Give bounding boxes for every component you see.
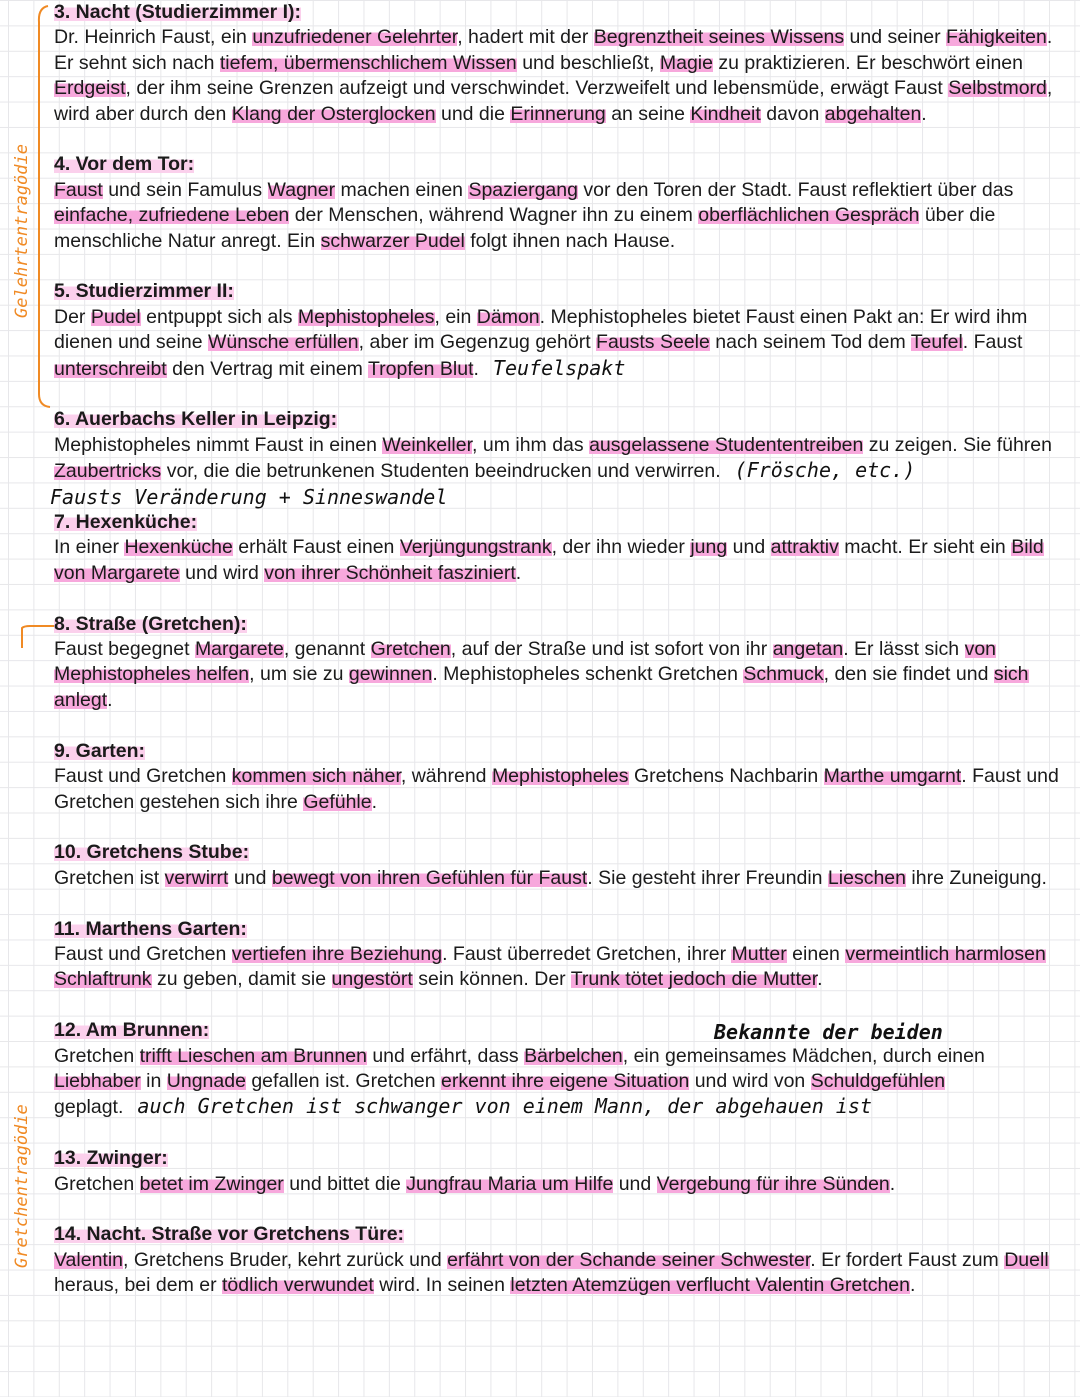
body-text: . bbox=[817, 968, 823, 991]
body-text: . Faust und Gretchen gestehen sich ihre bbox=[54, 765, 1059, 813]
body-text: , aber im Gegenzug gehört bbox=[358, 331, 597, 354]
body-text: , um ihm das bbox=[472, 433, 590, 456]
body-text: . bbox=[371, 790, 378, 813]
highlighted-text: Margarete bbox=[194, 638, 284, 661]
scene-section bbox=[54, 840, 1069, 891]
section-body bbox=[54, 178, 1069, 254]
highlighted-text: Klang der Osterglocken bbox=[231, 102, 436, 125]
body-text: machen einen bbox=[335, 178, 469, 201]
highlighted-text: Weinkeller bbox=[382, 433, 473, 456]
body-text: und die bbox=[435, 102, 511, 125]
body-text: . Faust überredet Gretchen, ihrer bbox=[442, 942, 732, 965]
handwritten-teufelspakt: Teufelspakt bbox=[492, 355, 626, 380]
body-text: , ein bbox=[434, 305, 477, 328]
gretchentragoedie-label: Gretchentragödie bbox=[12, 1104, 32, 1268]
highlighted-text: tiefem, übermenschlichem Wissen bbox=[219, 51, 517, 74]
highlighted-text: Zaubertricks bbox=[54, 460, 162, 483]
highlighted-text: jung bbox=[690, 536, 728, 559]
highlighted-text: Dämon bbox=[476, 305, 540, 328]
section-body bbox=[54, 866, 1069, 891]
body-text: . Sie gesteht ihrer Freundin bbox=[587, 866, 828, 889]
highlighted-text: Liebhaber bbox=[54, 1069, 141, 1092]
body-text: folgt ihnen nach Hause. bbox=[464, 229, 676, 252]
section-title: 11. Marthens Garten: bbox=[54, 917, 247, 940]
highlighted-text: betet im Zwinger bbox=[139, 1172, 284, 1195]
body-text: sein können. Der bbox=[412, 968, 571, 991]
highlighted-text: attraktiv bbox=[770, 536, 839, 559]
handwritten-veraenderung: Fausts Veränderung + Sinneswandel bbox=[50, 484, 448, 509]
highlighted-text: Pudel bbox=[90, 305, 141, 328]
highlighted-text: unzufriedener Gelehrter bbox=[252, 26, 458, 49]
highlighted-text: Bild von Margarete bbox=[54, 536, 1044, 584]
gelehrtentragoedie-label: Gelehrtentragödie bbox=[12, 144, 32, 318]
body-text: Faust und Gretchen bbox=[54, 765, 232, 788]
highlighted-text: vermeintlich harmlosen Schlaftrunk bbox=[54, 942, 1046, 991]
body-text: und wird bbox=[179, 561, 265, 584]
body-text: und erfährt, dass bbox=[366, 1044, 525, 1067]
highlighted-text: trifft Lieschen am Brunnen bbox=[139, 1044, 367, 1067]
body-text: vor den Toren der Stadt. Faust reflektiert über das bbox=[577, 178, 1014, 201]
body-text: . bbox=[515, 561, 522, 584]
scene-section bbox=[54, 152, 1069, 254]
body-text: ihre Zuneigung. bbox=[905, 866, 1047, 889]
body-text: Der bbox=[54, 305, 91, 328]
body-text: über die menschliche Natur anregt. Ein bbox=[54, 204, 996, 252]
highlighted-text: von ihrer Schönheit fasziniert bbox=[264, 561, 516, 584]
body-text: in bbox=[140, 1069, 167, 1092]
highlighted-text: Gretchen bbox=[370, 638, 451, 661]
body-text: zu zeigen. Sie führen bbox=[863, 433, 1052, 456]
body-text: gefallen ist. Gretchen bbox=[245, 1069, 442, 1092]
highlighted-text: Jungfrau Maria um Hilfe bbox=[406, 1172, 614, 1195]
section-title: 12. Am Brunnen: Bekannte der beiden bbox=[54, 1019, 943, 1045]
highlighted-text: Gefühle bbox=[303, 790, 372, 813]
highlighted-text: Wagner bbox=[267, 178, 336, 201]
scene-section bbox=[54, 0, 1069, 127]
section-body bbox=[54, 942, 1069, 993]
body-text: , Gretchens Bruder, kehrt zurück und bbox=[123, 1248, 448, 1271]
body-text: heraus, bei dem er bbox=[54, 1274, 223, 1297]
section-title: 7. Hexenküche: bbox=[54, 511, 198, 534]
section-title: 13. Zwinger: bbox=[54, 1147, 168, 1170]
section-title: 5. Studierzimmer II: bbox=[54, 280, 234, 303]
section-title: 14. Nacht. Straße vor Gretchens Türe: bbox=[54, 1223, 405, 1246]
highlighted-text: oberflächlichen Gespräch bbox=[698, 204, 920, 227]
body-text: In einer bbox=[54, 536, 125, 559]
highlighted-text: Mephistopheles bbox=[297, 305, 435, 328]
gelehrten-bracket bbox=[30, 2, 54, 412]
body-text: den Vertrag mit einem bbox=[166, 357, 368, 380]
handwritten-bekannte: Bekannte der beiden bbox=[714, 1020, 943, 1045]
highlighted-text: einfache, zufriedene Leben bbox=[54, 204, 290, 227]
scene-section bbox=[54, 510, 1069, 586]
section-body bbox=[54, 25, 1069, 127]
body-text: . bbox=[107, 688, 113, 711]
highlighted-text: Lieschen bbox=[827, 866, 906, 889]
highlighted-text: schwarzer Pudel bbox=[320, 229, 465, 252]
body-text: entpuppt sich als bbox=[140, 305, 298, 328]
body-text: . bbox=[473, 357, 479, 380]
highlighted-text: Magie bbox=[659, 51, 713, 74]
highlighted-text: Bärbelchen bbox=[524, 1044, 623, 1067]
body-text: und bbox=[228, 866, 272, 889]
section-body bbox=[54, 1044, 1069, 1121]
highlighted-text: Kindheit bbox=[690, 102, 761, 125]
body-text: nach seinem Tod dem bbox=[709, 331, 911, 354]
highlighted-text: Wünsche erfüllen bbox=[207, 331, 359, 354]
body-text: Faust begegnet bbox=[54, 638, 195, 661]
body-text: Gretchen bbox=[54, 1044, 140, 1067]
highlighted-text: sich anlegt bbox=[54, 663, 1029, 711]
body-text: , ein gemeinsames Mädchen, durch einen bbox=[622, 1044, 985, 1067]
highlighted-text: Duell bbox=[1004, 1248, 1049, 1271]
highlighted-text: Vergebung für ihre Sünden bbox=[656, 1172, 890, 1195]
highlighted-text: unterschreibt bbox=[54, 357, 167, 380]
body-text: einen bbox=[786, 942, 846, 965]
body-text: , auf der Straße und ist sofort von ihr bbox=[450, 638, 773, 661]
body-text: davon bbox=[760, 102, 825, 125]
body-text: Dr. Heinrich Faust, ein bbox=[54, 26, 253, 49]
body-text: zu geben, damit sie bbox=[151, 968, 332, 991]
body-text: , der ihn wieder bbox=[551, 536, 691, 559]
body-text: , der ihm seine Grenzen aufzeigt und verschwindet. Verzweifelt und lebensmüde, erwägt Faust bbox=[125, 77, 949, 100]
body-text: . Er fordert Faust zum bbox=[810, 1248, 1005, 1271]
highlighted-text: Mephistopheles bbox=[491, 765, 629, 788]
highlighted-text: gewinnen bbox=[348, 663, 433, 686]
highlighted-text: Trunk tötet jedoch die Mutter bbox=[570, 968, 818, 991]
body-text: , während bbox=[400, 765, 492, 788]
scene-section bbox=[54, 279, 1069, 382]
highlighted-text: Spaziergang bbox=[468, 178, 578, 201]
handwritten-schwanger: auch Gretchen ist schwanger von einem Mann, der abgehauen ist bbox=[137, 1094, 872, 1119]
body-text: . Faust bbox=[962, 331, 1023, 354]
highlighted-text: ungestört bbox=[331, 968, 413, 991]
section-body bbox=[54, 1172, 1069, 1197]
highlighted-text: Schuldgefühlen bbox=[810, 1069, 946, 1092]
body-text: , hadert mit der bbox=[457, 26, 594, 49]
body-text: geplagt. bbox=[54, 1096, 124, 1119]
body-text: . Er lässt sich bbox=[843, 638, 965, 661]
scene-section bbox=[54, 917, 1069, 993]
body-text: . Mephistopheles schenkt Gretchen bbox=[432, 663, 744, 686]
highlighted-text: Hexenküche bbox=[124, 536, 233, 559]
highlighted-text: kommen sich näher bbox=[231, 765, 401, 788]
body-text: macht. Er sieht ein bbox=[838, 536, 1012, 559]
body-text: vor, die die betrunkenen Studenten beeindrucken und verwirren. bbox=[161, 460, 721, 483]
highlighted-text: ausgelassene Studententreiben bbox=[589, 433, 864, 456]
body-text: . bbox=[889, 1172, 896, 1195]
body-text: erhält Faust einen bbox=[232, 536, 400, 559]
section-title: 10. Gretchens Stube: bbox=[54, 841, 250, 864]
highlighted-text: erkennt ihre eigene Situation bbox=[441, 1069, 690, 1092]
body-text: . Er sehnt sich nach bbox=[54, 26, 1053, 74]
scene-section bbox=[54, 1018, 1069, 1121]
body-text: Gretchens Nachbarin bbox=[628, 765, 824, 788]
highlighted-text: Begrenztheit seines Wissens bbox=[593, 26, 845, 49]
body-text: Gretchen ist bbox=[54, 866, 165, 889]
body-text: und bbox=[613, 1172, 657, 1195]
highlighted-text: Valentin bbox=[54, 1248, 124, 1271]
highlighted-text: angetan bbox=[772, 638, 844, 661]
highlighted-text: Mutter bbox=[731, 942, 787, 965]
section-body bbox=[54, 535, 1069, 586]
scene-section bbox=[54, 739, 1069, 815]
body-text: Faust und Gretchen bbox=[54, 942, 232, 965]
section-title: 8. Straße (Gretchen): bbox=[54, 612, 247, 635]
body-text: und sein Famulus bbox=[102, 178, 268, 201]
body-text: , um sie zu bbox=[249, 663, 349, 686]
highlighted-text: letzten Atemzügen verflucht Valentin Gretchen bbox=[510, 1274, 910, 1297]
highlighted-text: Erdgeist bbox=[54, 77, 126, 100]
highlighted-text: Selbstmord bbox=[948, 77, 1047, 100]
body-text: und bittet die bbox=[283, 1172, 407, 1195]
highlighted-text: Tropfen Blut bbox=[367, 357, 474, 380]
section-title: 9. Garten: bbox=[54, 739, 146, 762]
highlighted-text: Ungnade bbox=[166, 1069, 246, 1092]
highlighted-text: bewegt von ihren Gefühlen für Faust bbox=[271, 866, 588, 889]
highlighted-text: Marthe umgarnt bbox=[823, 765, 962, 788]
section-title: 4. Vor dem Tor: bbox=[54, 153, 195, 176]
body-text: , wird aber durch den bbox=[54, 77, 1053, 125]
body-text: . bbox=[921, 102, 927, 125]
body-text: und bbox=[727, 536, 771, 559]
section-body bbox=[54, 637, 1069, 713]
section-body bbox=[54, 433, 1069, 485]
scene-section bbox=[54, 407, 1069, 484]
highlighted-text: vertiefen ihre Beziehung bbox=[231, 942, 443, 965]
highlighted-text: erfährt von der Schande seiner Schwester bbox=[447, 1248, 811, 1271]
body-text: Mephistopheles nimmt Faust in einen bbox=[54, 433, 383, 456]
section-body bbox=[54, 764, 1069, 815]
highlighted-text: Verjüngungstrank bbox=[399, 536, 552, 559]
body-text: und wird von bbox=[689, 1069, 811, 1092]
highlighted-text: Fausts Seele bbox=[596, 331, 710, 354]
body-text: und seiner bbox=[844, 26, 947, 49]
body-text: wird. In seinen bbox=[373, 1274, 511, 1297]
highlighted-text: Faust bbox=[54, 178, 103, 201]
body-text: . bbox=[909, 1274, 916, 1297]
body-text: der Menschen, während Wagner ihn zu einem bbox=[289, 204, 699, 227]
scene-section bbox=[54, 612, 1069, 714]
body-text: zu praktizieren. Er beschwört einen bbox=[713, 51, 1023, 74]
highlighted-text: Teufel bbox=[910, 331, 963, 354]
body-text: . Mephistopheles bietet Faust einen Pakt an: Er wird ihm dienen und seine bbox=[54, 305, 1028, 354]
body-text: , den sie findet und bbox=[823, 663, 994, 686]
body-text: , genannt bbox=[283, 638, 371, 661]
section-body bbox=[54, 305, 1069, 382]
highlighted-text: abgehalten bbox=[824, 102, 922, 125]
section-body bbox=[54, 1248, 1069, 1299]
highlighted-text: tödlich verwundet bbox=[222, 1274, 374, 1297]
scene-list bbox=[50, 0, 1069, 1299]
handwritten-froesche: (Frösche, etc.) bbox=[734, 458, 916, 483]
highlighted-text: von Mephistopheles helfen bbox=[54, 638, 997, 686]
body-text: und beschließt, bbox=[516, 51, 660, 74]
body-text: an seine bbox=[605, 102, 691, 125]
section-title: 6. Auerbachs Keller in Leipzig: bbox=[54, 408, 338, 431]
highlighted-text: verwirrt bbox=[164, 866, 229, 889]
highlighted-text: Fähigkeiten bbox=[946, 26, 1047, 49]
section-title: 3. Nacht (Studierzimmer I): bbox=[54, 1, 302, 23]
scene-section bbox=[54, 1222, 1069, 1298]
highlighted-text: Erinnerung bbox=[510, 102, 606, 125]
scene-section bbox=[54, 1146, 1069, 1197]
body-text: Gretchen bbox=[54, 1172, 140, 1195]
highlighted-text: Schmuck bbox=[743, 663, 824, 686]
